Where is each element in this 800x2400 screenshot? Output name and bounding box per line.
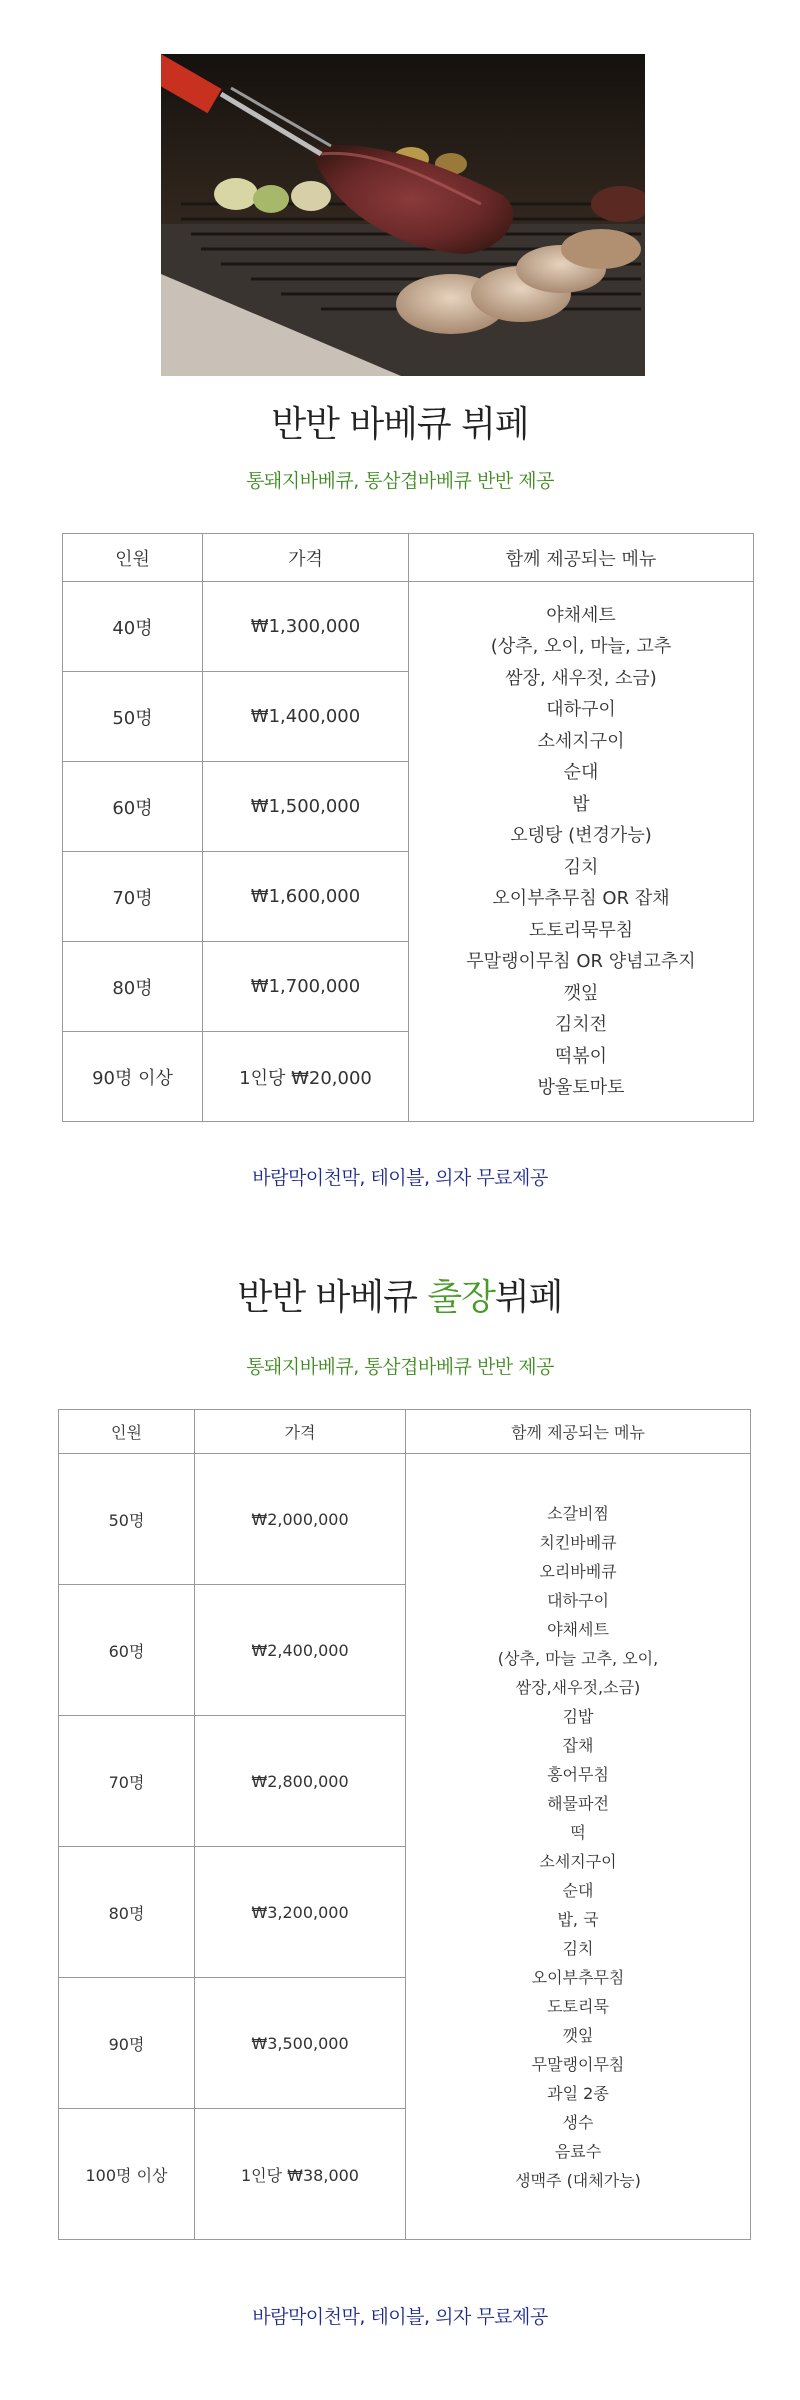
section2-title <box>0 1269 800 1320</box>
people-cell: 60명 <box>59 1585 195 1716</box>
menu-item: 쌈장, 새우젓, 소금) <box>505 667 657 689</box>
menu-item: 순대 <box>562 1880 594 1900</box>
menu-item: 대하구이 <box>547 1590 609 1610</box>
people-cell: 70명 <box>59 1716 195 1847</box>
people-cell: 70명 <box>63 852 203 942</box>
price-cell: 1인당 ₩20,000 <box>203 1032 409 1122</box>
menu-item: 쌈장,새우젓,소금) <box>515 1677 641 1697</box>
price-cell: ₩3,500,000 <box>195 1978 406 2109</box>
header-people: 인원 <box>63 534 203 582</box>
people-cell: 90명 이상 <box>63 1032 203 1122</box>
table-row <box>63 582 754 672</box>
menu-item: 오이부추무침 <box>531 1967 625 1987</box>
price-cell: ₩1,500,000 <box>203 762 409 852</box>
menu-item: 무말랭이무침 <box>531 2054 625 2074</box>
people-cell: 50명 <box>59 1454 195 1585</box>
price-cell: ₩3,200,000 <box>195 1847 406 1978</box>
menu-item: 떡볶이 <box>554 1045 608 1067</box>
menu-item: 과일 2종 <box>547 2083 609 2103</box>
menu-item: 떡 <box>570 1822 586 1842</box>
menu-item: 오이부추무침 OR 잡채 <box>492 888 670 909</box>
menu-item: 잡채 <box>562 1735 594 1755</box>
people-cell: 80명 <box>63 942 203 1032</box>
menu-item: 생수 <box>562 2112 594 2132</box>
price-cell: ₩2,400,000 <box>195 1585 406 1716</box>
section2-note: 바람막이천막, 테이블, 의자 무료제공 <box>252 2306 548 2328</box>
menu-item: 김밥 <box>562 1706 594 1726</box>
section2-subtitle: 통돼지바베큐, 통삼겹바베큐 반반 제공 <box>246 1356 554 1378</box>
price-cell: ₩1,300,000 <box>203 582 409 672</box>
menu-item: 음료수 <box>554 2141 602 2161</box>
title-accent: 출장 <box>427 1277 495 1318</box>
menu-item: 소세지구이 <box>539 1851 617 1871</box>
people-cell: 90명 <box>59 1978 195 2109</box>
title-part: 뷔페 <box>494 1277 563 1318</box>
menu-item: 김치 <box>563 856 599 878</box>
menu-item: 야채세트 <box>546 604 616 626</box>
menu-item: 대하구이 <box>546 699 616 720</box>
menu-item: 치킨바베큐 <box>539 1532 617 1552</box>
menu-item: 소세지구이 <box>537 730 625 752</box>
people-cell: 50명 <box>63 672 203 762</box>
menu-item: 도토리묵 <box>547 1996 609 2016</box>
menu-item: 깻잎 <box>563 982 599 1004</box>
header-price: 가격 <box>203 534 409 582</box>
menu-item: 밥 <box>572 793 590 815</box>
menu-item: 야채세트 <box>547 1619 609 1639</box>
menu-item: (상추, 오이, 마늘, 고추 <box>490 636 672 657</box>
header-price: 가격 <box>195 1410 406 1454</box>
section1-subtitle: 통돼지바베큐, 통삼겹바베큐 반반 제공 <box>246 470 554 492</box>
bbq-grill-photo <box>161 54 645 376</box>
section1-note: 바람막이천막, 테이블, 의자 무료제공 <box>252 1167 548 1189</box>
price-cell: ₩1,600,000 <box>203 852 409 942</box>
menu-item: 소갈비찜 <box>547 1503 609 1523</box>
price-cell: ₩2,000,000 <box>195 1454 406 1585</box>
price-cell: 1인당 ₩38,000 <box>195 2109 406 2240</box>
menu-item: 무말랭이무침 OR 양념고추지 <box>466 951 696 972</box>
header-menu: 함께 제공되는 메뉴 <box>409 534 754 582</box>
menu-item: 방울토마토 <box>537 1077 625 1098</box>
people-cell: 100명 이상 <box>59 2109 195 2240</box>
menu-cell <box>406 1454 751 2240</box>
menu-item: 김치 <box>562 1938 594 1958</box>
title-part: 반반 바베큐 <box>237 1277 428 1318</box>
section2-price-table <box>58 1409 751 2240</box>
table-row <box>59 1454 751 1585</box>
price-cell: ₩1,400,000 <box>203 672 409 762</box>
menu-item: 깻잎 <box>562 2025 594 2045</box>
header-menu: 함께 제공되는 메뉴 <box>406 1410 751 1454</box>
menu-item: 도토리묵무침 <box>528 919 634 941</box>
menu-item: 생맥주 (대체가능) <box>515 2170 641 2190</box>
people-cell: 40명 <box>63 582 203 672</box>
menu-item: 밥, 국 <box>557 1909 599 1929</box>
section1-price-table <box>62 533 754 1122</box>
section1-title: 반반 바베큐 뷔페 <box>271 404 529 445</box>
menu-item: (상추, 마늘 고추, 오이, <box>497 1648 659 1668</box>
menu-item: 김치전 <box>554 1014 608 1035</box>
header-people: 인원 <box>59 1410 195 1454</box>
people-cell: 80명 <box>59 1847 195 1978</box>
menu-item: 오리바베큐 <box>539 1561 617 1581</box>
menu-item: 순대 <box>563 762 599 783</box>
people-cell: 60명 <box>63 762 203 852</box>
price-cell: ₩1,700,000 <box>203 942 409 1032</box>
menu-item: 오뎅탕 (변경가능) <box>510 825 652 846</box>
price-cell: ₩2,800,000 <box>195 1716 406 1847</box>
menu-cell <box>409 582 754 1122</box>
menu-item: 홍어무침 <box>547 1764 609 1784</box>
menu-item: 해물파전 <box>547 1793 609 1813</box>
